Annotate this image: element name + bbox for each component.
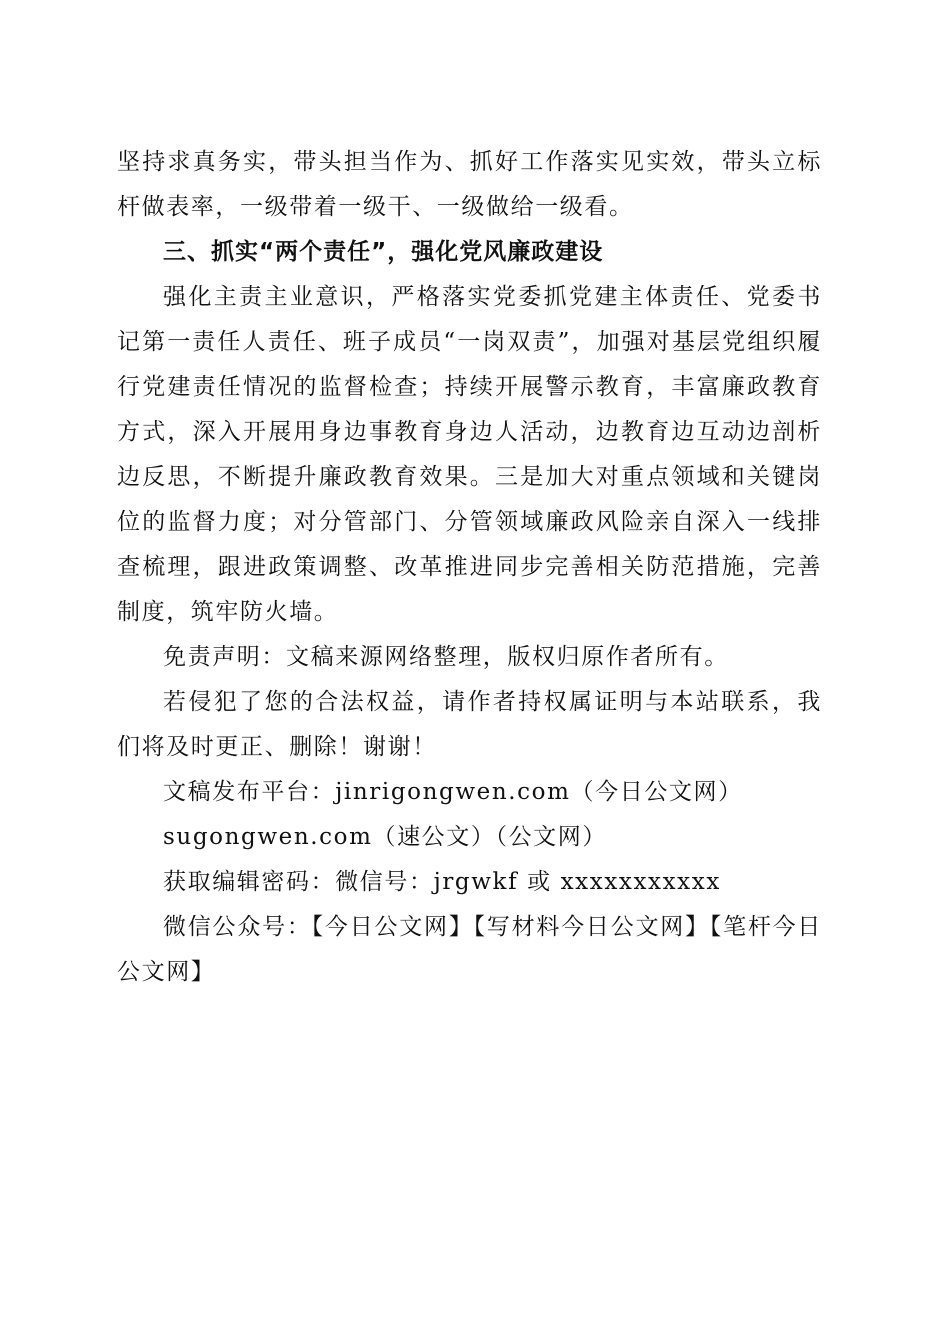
- section-heading: 三、抓实“两个责任”，强化党风廉政建设: [163, 239, 604, 265]
- document-body: [117, 140, 822, 995]
- password-line: 获取编辑密码：微信号：jrgwkf 或 xxxxxxxxxxx: [163, 869, 721, 895]
- paragraph-continuation: 坚持求真务实，带头担当作为、抓好工作落实见实效，带头立标杆做表率，一级带着一级干、一级做给一级看。: [117, 149, 822, 220]
- disclaimer-text: 免责声明：文稿来源网络整理，版权归原作者所有。: [163, 644, 729, 670]
- wechat-account-line: 微信公众号：【今日公文网】【写材料今日公文网】【笔杆今日公文网】: [117, 914, 822, 985]
- sugongwen-line: sugongwen.com（速公文）（公文网）: [163, 824, 607, 850]
- platform-line: 文稿发布平台：jinrigongwen.com（今日公文网）: [163, 779, 743, 805]
- paragraph-responsibilities: 强化主责主业意识，严格落实党委抓党建主体责任、党委书记第一责任人责任、班子成员“一岗双责”，加强对基层党组织履行党建责任情况的监督检查；持续开展警示教育，丰富廉政教育方式，深入开展用身边事教育身边人活动，边教育边互动边剖析边反思，不断提升廉政教育效果。三是加大对重点领域和关键岗位的监督力度；对分管部门、分管领域廉政风险亲自深入一线排查梳理，跟进政策调整、改革推进同步完善相关防范措施，完善制度，筑牢防火墙。: [117, 284, 822, 625]
- infringement-notice: 若侵犯了您的合法权益，请作者持权属证明与本站联系，我们将及时更正、删除！谢谢！: [117, 689, 822, 760]
